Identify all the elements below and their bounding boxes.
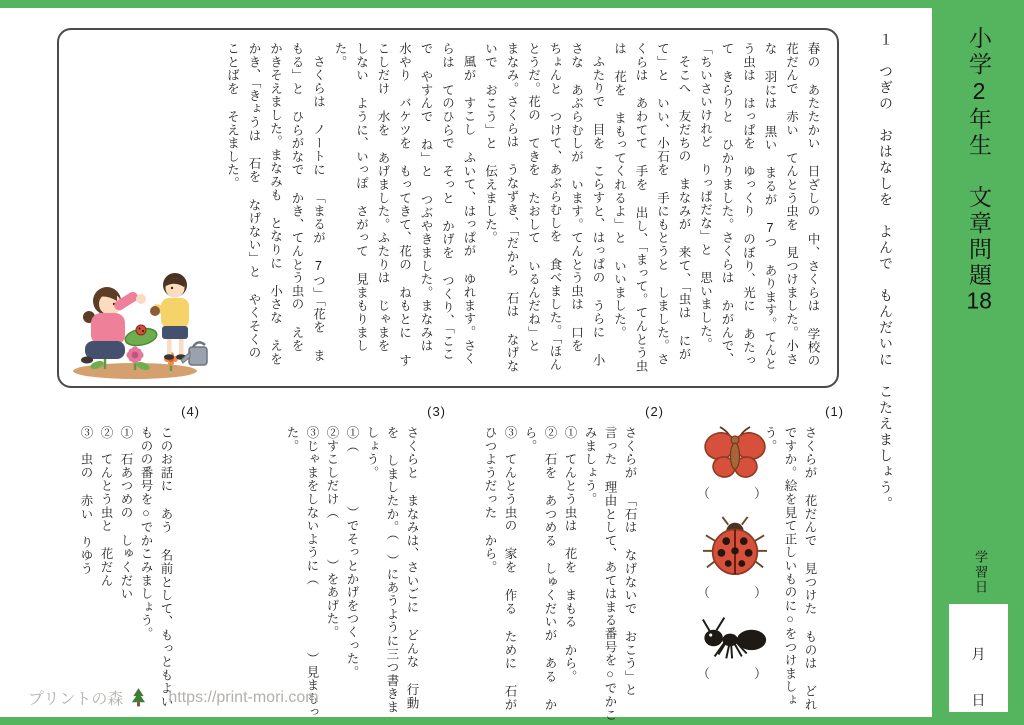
ant-icon xyxy=(700,612,770,662)
date-box xyxy=(949,604,1008,712)
option-item: ③じゃまをしないように（ ）見まもった。 xyxy=(285,426,319,719)
choice-ladybug xyxy=(692,513,778,601)
question-text: さくらが 花だんで 見つけた ものは どれですか。絵を見て正しいものに○をつけましょう。 xyxy=(763,426,817,712)
picture-choices xyxy=(692,424,778,693)
ladybug-icon xyxy=(702,513,768,581)
option-item: ① 石あつめの しゅくだい xyxy=(119,426,133,601)
tree-icon xyxy=(131,688,146,707)
flower-pink xyxy=(126,346,143,363)
question-number: (1) xyxy=(825,404,844,419)
option-item: ③ てんとう虫の 家を 作る ために 石が ひつようだった から。 xyxy=(483,426,517,712)
story-paragraph: そこへ 友だちの まなみが 来て、「虫は にがて」と いい、小石を 手にもとうと しました。さくらは あわてて 手を 出し、「まって。てんとう虫は 花を まもってくれるよ」と いいました。 xyxy=(612,42,691,373)
question-number: (4) xyxy=(181,404,200,419)
story-paragraph: 春の あたたかい 日ざしの 中、さくらは 学校の 花だんで 赤い てんとう虫を 見つけました。小さな 羽には 黒い まるが 7つ あります。てんとう虫は はっぱを ゆっくり のぼり、光に あたって きらりと ひかりました。さくらは かがんで、「ちいさいけれど りっぱだな」と 思いました。 xyxy=(698,42,820,371)
study-date-label: 学習日 xyxy=(973,550,988,595)
story-text xyxy=(217,42,823,374)
question-number: (2) xyxy=(645,404,664,419)
option-item: ② 石を あつめる しゅくだいが ある から。 xyxy=(523,426,557,712)
option-item: ③ 虫の 赤い りゆう xyxy=(79,426,93,576)
story-box xyxy=(57,28,839,388)
site-name: プリントの森 xyxy=(28,691,124,708)
option-item: ①（ ）でそっとかげをつくった。 xyxy=(345,426,359,679)
question-4 xyxy=(76,400,200,722)
option-item: ② てんとう虫と 花だん xyxy=(99,426,113,588)
question-text: さくらと まなみは、さいごに どんな 行動を しましたか。（ ）にあうように三つ書きましょう。 xyxy=(365,426,419,714)
choice-ant xyxy=(692,612,778,682)
choice-butterfly xyxy=(692,424,778,502)
answer-mark: （ ） xyxy=(696,585,773,600)
page-title: 小学2年生 文章問題18 xyxy=(966,26,992,312)
question-2 xyxy=(480,400,664,722)
site-url[interactable]: https://print-mori.com xyxy=(168,688,319,706)
answer-mark: （ ） xyxy=(696,486,773,501)
option-item: ②すこしだけ（ ）をあげた。 xyxy=(325,426,339,639)
story-illustration xyxy=(69,265,209,381)
question-3 xyxy=(282,400,446,722)
story-paragraph: ふたりで 目を こらすと、はっぱの うらに 小さな あぶらむしが います。てんとう虫は 口を ちょんと つけて、あぶらむしを 食べました。「ほんとうだ。花の てきを たおして いるんだね」と まなみ。さくらは うなずき、「だから 石は なげないで おこう」と 伝えました。 xyxy=(483,42,605,373)
day-label: 日 xyxy=(971,692,986,708)
butterfly-icon xyxy=(703,424,767,482)
footer xyxy=(28,686,319,709)
option-item: ① てんとう虫は 花を まもる から。 xyxy=(563,426,577,684)
watering-can-icon xyxy=(181,342,207,365)
question-text: このお話に あう 名前として、もっともよい ものの番号を○でかこみましょう。 xyxy=(139,426,173,709)
question-number: (3) xyxy=(427,404,446,419)
question-text: さくらが 「石は なげないで おこう」と 言った 理由として、あてはまる番号を○でかこみましょう。 xyxy=(583,426,637,722)
story-paragraph: 風が すこし ふいて、はっぱが ゆれます。さくらは てのひらで そっと かげを つくり、「ここで やすんで ね」と つぶやきました。まなみは 水やり バケツを もってきて、花の ねもとに すこしだけ 水を あげました。ふたりは じゃまを しない ように、いっぽ さがって 見まもりました。 xyxy=(333,42,476,368)
answer-mark: （ ） xyxy=(696,666,773,681)
story-paragraph: さくらは ノートに 「まるが 7つ」「花を まもる」と ひらがなで かき、てんとう虫の えを かきそえました。まなみも となりに 小さな えを かき、「きょうは 石を なげない」と やくそくの ことばを そえました。 xyxy=(225,42,326,366)
instruction-text: １ つぎの おはなしを よんで もんだいに こたえましょう。 xyxy=(878,32,894,512)
month-label: 月 xyxy=(971,646,986,662)
